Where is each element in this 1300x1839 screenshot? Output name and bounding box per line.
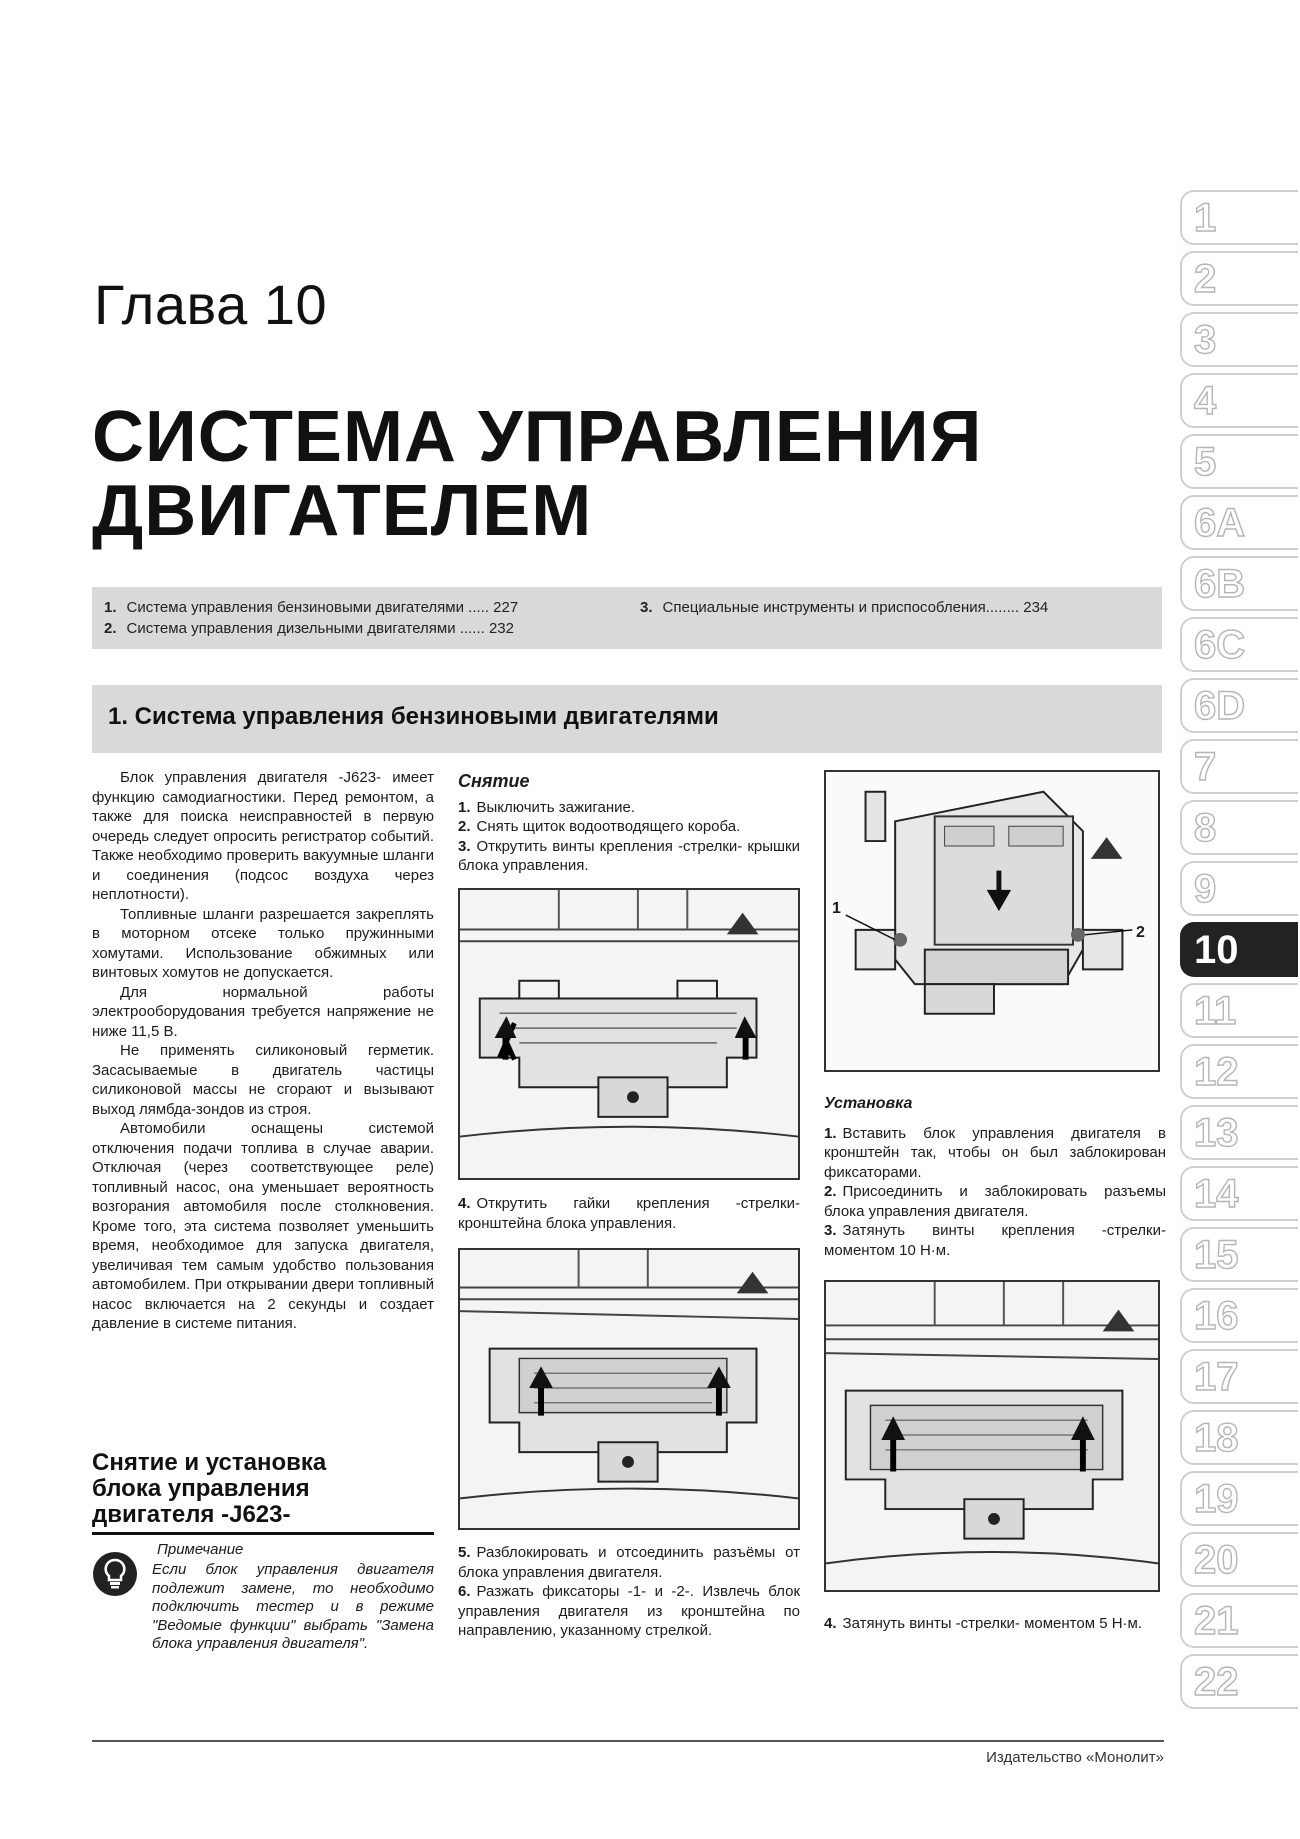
chapter-tab-label: 12 <box>1194 1050 1239 1094</box>
chapter-tab[interactable] <box>1180 1166 1298 1221</box>
chapter-tab-label: 10 <box>1194 928 1239 972</box>
step: 1. Выключить зажигание. <box>458 798 636 816</box>
chapter-tab[interactable] <box>1180 1349 1298 1404</box>
chapter-tab-label: 13 <box>1194 1111 1239 1155</box>
chapter-tab[interactable] <box>1180 495 1298 550</box>
intro-text-column <box>92 768 434 1334</box>
note-label: Примечание <box>157 1541 244 1558</box>
figure-install-screws <box>824 1280 1160 1592</box>
chapter-tab[interactable] <box>1180 739 1298 794</box>
toc-item[interactable] <box>104 620 514 637</box>
chapter-tab-label: 6B <box>1194 562 1246 606</box>
paragraph: Блок управления двигателя -J623- имеет функцию самодиагностики. Перед ремонтом, а также для поиска неисправностей в первую очередь следует опросить регистратор событий. Также необходимо проверить вакуумные шланги и соединения (подсос воздуха через неплотности). <box>92 769 434 903</box>
install-heading: Установка <box>824 1095 913 1112</box>
chapter-tab-label: 20 <box>1194 1538 1239 1582</box>
chapter-tab-label: 19 <box>1194 1477 1239 1521</box>
subhead-line: двигателя -J623- <box>92 1501 291 1528</box>
section-header <box>92 685 1162 753</box>
table-of-contents <box>92 587 1162 649</box>
chapter-tab[interactable] <box>1180 1044 1298 1099</box>
paragraph: Для нормальной работы электрооборудования требуется напряжение не ниже 11,5 В. <box>92 983 434 1040</box>
chapter-tab-label: 4 <box>1194 379 1217 423</box>
step: 2. Присоединить и заблокировать разъемы блока управления двигателя. <box>824 1183 1166 1220</box>
lightbulb-icon <box>92 1551 138 1597</box>
chapter-label: Глава 10 <box>94 273 328 336</box>
install-steps-final <box>824 1614 1166 1634</box>
chapter-tab-label: 1 <box>1194 196 1217 240</box>
chapter-tab[interactable] <box>1180 678 1298 733</box>
chapter-tab[interactable] <box>1180 800 1298 855</box>
chapter-tab[interactable] <box>1180 190 1298 245</box>
chapter-tab-label: 5 <box>1194 440 1217 484</box>
step: 4. Затянуть винты -стрелки- моментом 5 Н·м. <box>824 1615 1143 1632</box>
chapter-tab[interactable] <box>1180 1227 1298 1282</box>
step: 5. Разблокировать и отсоединить разъёмы от блока управления двигателя. <box>458 1544 800 1581</box>
chapter-tab-label: 21 <box>1194 1599 1239 1643</box>
removal-steps-b <box>458 1194 800 1233</box>
chapter-tab-label: 14 <box>1194 1172 1239 1216</box>
subhead-line: блока управления <box>92 1475 310 1502</box>
chapter-tab[interactable] <box>1180 1532 1298 1587</box>
chapter-tab-label: 6C <box>1194 623 1246 667</box>
step: 3. Открутить винты крепления -стрелки- крышки блока управления. <box>458 837 800 874</box>
step: 6. Разжать фиксаторы -1- и -2-. Извлечь блок управления двигателя из кронштейна по направлению, указанному стрелкой. <box>458 1583 800 1639</box>
subsection-heading <box>92 1450 434 1535</box>
subhead-line: Снятие и установка <box>92 1449 327 1476</box>
footer-divider <box>92 1740 1164 1742</box>
toc-num: 1. <box>104 599 117 616</box>
chapter-tab-label: 7 <box>1194 745 1217 789</box>
toc-text: Специальные инструменты и приспособления........ 234 <box>662 599 1049 616</box>
step: 2. Снять щиток водоотводящего короба. <box>458 818 741 835</box>
chapter-title-line-1: СИСТЕМА УПРАВЛЕНИЯ <box>92 397 983 477</box>
chapter-tab[interactable] <box>1180 983 1298 1038</box>
toc-item[interactable] <box>104 599 518 616</box>
figure-cover-screws <box>458 888 800 1180</box>
toc-text: Система управления бензиновыми двигателями ..... 227 <box>126 599 519 616</box>
figure-bracket-nuts <box>458 1248 800 1530</box>
chapter-tab-label: 6D <box>1194 684 1246 728</box>
chapter-tab[interactable] <box>1180 312 1298 367</box>
chapter-tab-label: 17 <box>1194 1355 1239 1399</box>
chapter-tab-label: 22 <box>1194 1660 1239 1704</box>
chapter-tab-label: 9 <box>1194 867 1217 911</box>
chapter-tab-label: 6A <box>1194 501 1246 545</box>
publisher-footer: Издательство «Монолит» <box>986 1749 1164 1766</box>
chapter-title-line-2: ДВИГАТЕЛЕМ <box>92 471 593 551</box>
toc-num: 2. <box>104 620 117 637</box>
chapter-tab[interactable] <box>1180 1593 1298 1648</box>
step: 1. Вставить блок управления двигателя в кронштейн так, чтобы он был заблокирован фиксаторами. <box>824 1124 1166 1181</box>
chapter-tab-label: 3 <box>1194 318 1217 362</box>
chapter-tab[interactable] <box>1180 1471 1298 1526</box>
toc-item[interactable] <box>640 599 1048 616</box>
chapter-tab[interactable] <box>1180 922 1298 977</box>
paragraph: Не применять силиконовый герметик. Засасываемые в двигатель частицы силиконовой массы не сгорают и вызывают выход лямбда-зондов из строя. <box>92 1042 434 1118</box>
paragraph: Автомобили оснащены системой отключения подачи топлива в случае аварии. Отключая (через соответствующее реле) топливный насос, она уменьшает вероятность возгорания автомобиля после столкновения. Кроме того, эта система позволяет уменьшить время, необходимое для запуска двигателя, увеличивая тем самым удобство пользования автомобилем. При открывании двери топливный насос включается на 2 секунды и создает давление в системе питания. <box>92 1120 434 1332</box>
toc-num: 3. <box>640 599 653 616</box>
removal-steps-c <box>458 1543 800 1641</box>
chapter-tab-label: 15 <box>1194 1233 1239 1277</box>
chapter-title <box>92 397 992 551</box>
section-title: 1. Система управления бензиновыми двигателями <box>108 703 719 730</box>
callout-1: 1 <box>832 900 841 917</box>
note-text: Если блок управления двигателя подлежит замене, то необходимо подключить тестер и в режиме "Ведомые функции" выбрать "Замена блока управления двигателя". <box>152 1561 434 1652</box>
chapter-tab[interactable] <box>1180 373 1298 428</box>
toc-text: Система управления дизельными двигателями ...... 232 <box>126 620 514 637</box>
chapter-tab[interactable] <box>1180 251 1298 306</box>
chapter-tab[interactable] <box>1180 434 1298 489</box>
callout-2: 2 <box>1136 924 1145 941</box>
chapter-tab[interactable] <box>1180 1105 1298 1160</box>
chapter-tab-label: 18 <box>1194 1416 1239 1460</box>
removal-heading: Снятие <box>458 771 530 791</box>
figure-ecu-latches <box>824 770 1160 1072</box>
chapter-tab[interactable] <box>1180 1288 1298 1343</box>
step: 3. Затянуть винты крепления -стрелки- моментом 10 Н·м. <box>824 1222 1166 1259</box>
chapter-tab-label: 11 <box>1194 989 1237 1033</box>
chapter-tab-label: 8 <box>1194 806 1217 850</box>
step: 4. Открутить гайки крепления -стрелки- кронштейна блока управления. <box>458 1195 800 1232</box>
chapter-tab[interactable] <box>1180 556 1298 611</box>
install-steps <box>824 1094 1166 1260</box>
chapter-tab[interactable] <box>1180 617 1298 672</box>
paragraph: Топливные шланги разрешается закреплять в моторном отсеке только пружинными хомутами. Использование обжимных или винтовых хомутов не допускается. <box>92 905 434 981</box>
chapter-tab[interactable] <box>1180 1410 1298 1465</box>
chapter-tab-label: 2 <box>1194 257 1217 301</box>
chapter-tab[interactable] <box>1180 1654 1298 1709</box>
chapter-tab-label: 16 <box>1194 1294 1239 1338</box>
chapter-tab[interactable] <box>1180 861 1298 916</box>
removal-steps-a <box>458 772 800 876</box>
